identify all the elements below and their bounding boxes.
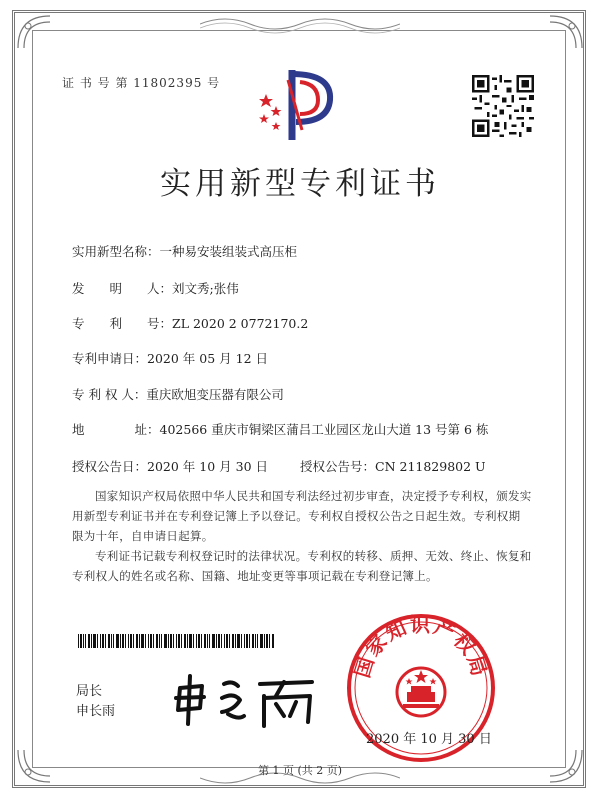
field-value: 402566 重庆市铜梁区蒲吕工业园区龙山大道 13 号第 6 栋	[159, 422, 489, 437]
field-label: 发 明 人：	[72, 281, 173, 296]
legal-status-paragraph: 专利证书记载专利权登记时的法律状况。专利权的转移、质押、无效、终止、恢复和专利权人的姓名或名称、国籍、地址变更等事项记载在专利登记簿上。	[72, 549, 532, 583]
field-value: 一种易安装组装式高压柜	[159, 244, 298, 259]
corner-ornament-top-left	[14, 12, 54, 52]
qr-code-icon	[472, 75, 534, 137]
field-label: 地 址：	[72, 422, 160, 437]
barcode-icon	[78, 634, 274, 648]
field-address	[72, 420, 488, 438]
top-ornament	[200, 14, 400, 34]
field-announcement-number	[300, 457, 486, 475]
field-value: CN 211829802 U	[375, 459, 486, 474]
field-value: ZL 2020 2 0772170.2	[172, 316, 309, 331]
seal-date: 2020 年 10 月 30 日	[366, 732, 492, 747]
grant-statement-paragraph: 国家知识产权局依照中华人民共和国专利法经过初步审查，决定授予专利权，颁发实用新型专利证书并在专利登记簿上予以登记。专利权自授权公告之日起生效。专利权期限为十年，自申请日起算。	[72, 489, 532, 543]
field-patentee	[72, 385, 284, 403]
cnipa-logo-icon	[252, 60, 342, 150]
field-label: 实用新型名称：	[72, 244, 160, 259]
field-label: 授权公告日：	[72, 459, 148, 474]
field-value: 刘文秀;张伟	[172, 281, 239, 296]
field-application-date	[72, 349, 268, 367]
field-announcement-date	[72, 457, 268, 475]
field-utility-model-name	[72, 242, 297, 260]
seal-text: 国家知识产权局	[349, 612, 493, 681]
certificate-title: 实用新型专利证书	[160, 166, 440, 202]
director-title: 局长	[76, 684, 103, 699]
director-signature	[172, 670, 322, 730]
field-label: 授权公告号：	[300, 459, 376, 474]
field-inventor	[72, 279, 239, 297]
field-label: 专 利 号：	[72, 316, 173, 331]
field-value: 2020 年 05 月 12 日	[147, 351, 269, 366]
field-value: 2020 年 10 月 30 日	[147, 459, 269, 474]
director-name: 申长雨	[76, 704, 116, 719]
field-patent-number	[72, 314, 308, 332]
certificate-number: 证 书 号 第 11802395 号	[62, 76, 221, 90]
national-emblem-icon	[397, 668, 445, 716]
field-value: 重庆欧旭变压器有限公司	[146, 387, 284, 402]
field-label: 专利申请日：	[72, 351, 148, 366]
corner-ornament-top-right	[546, 12, 586, 52]
page-number: 第 1 页 (共 2 页)	[257, 764, 343, 777]
field-label: 专 利 权 人：	[72, 387, 147, 402]
